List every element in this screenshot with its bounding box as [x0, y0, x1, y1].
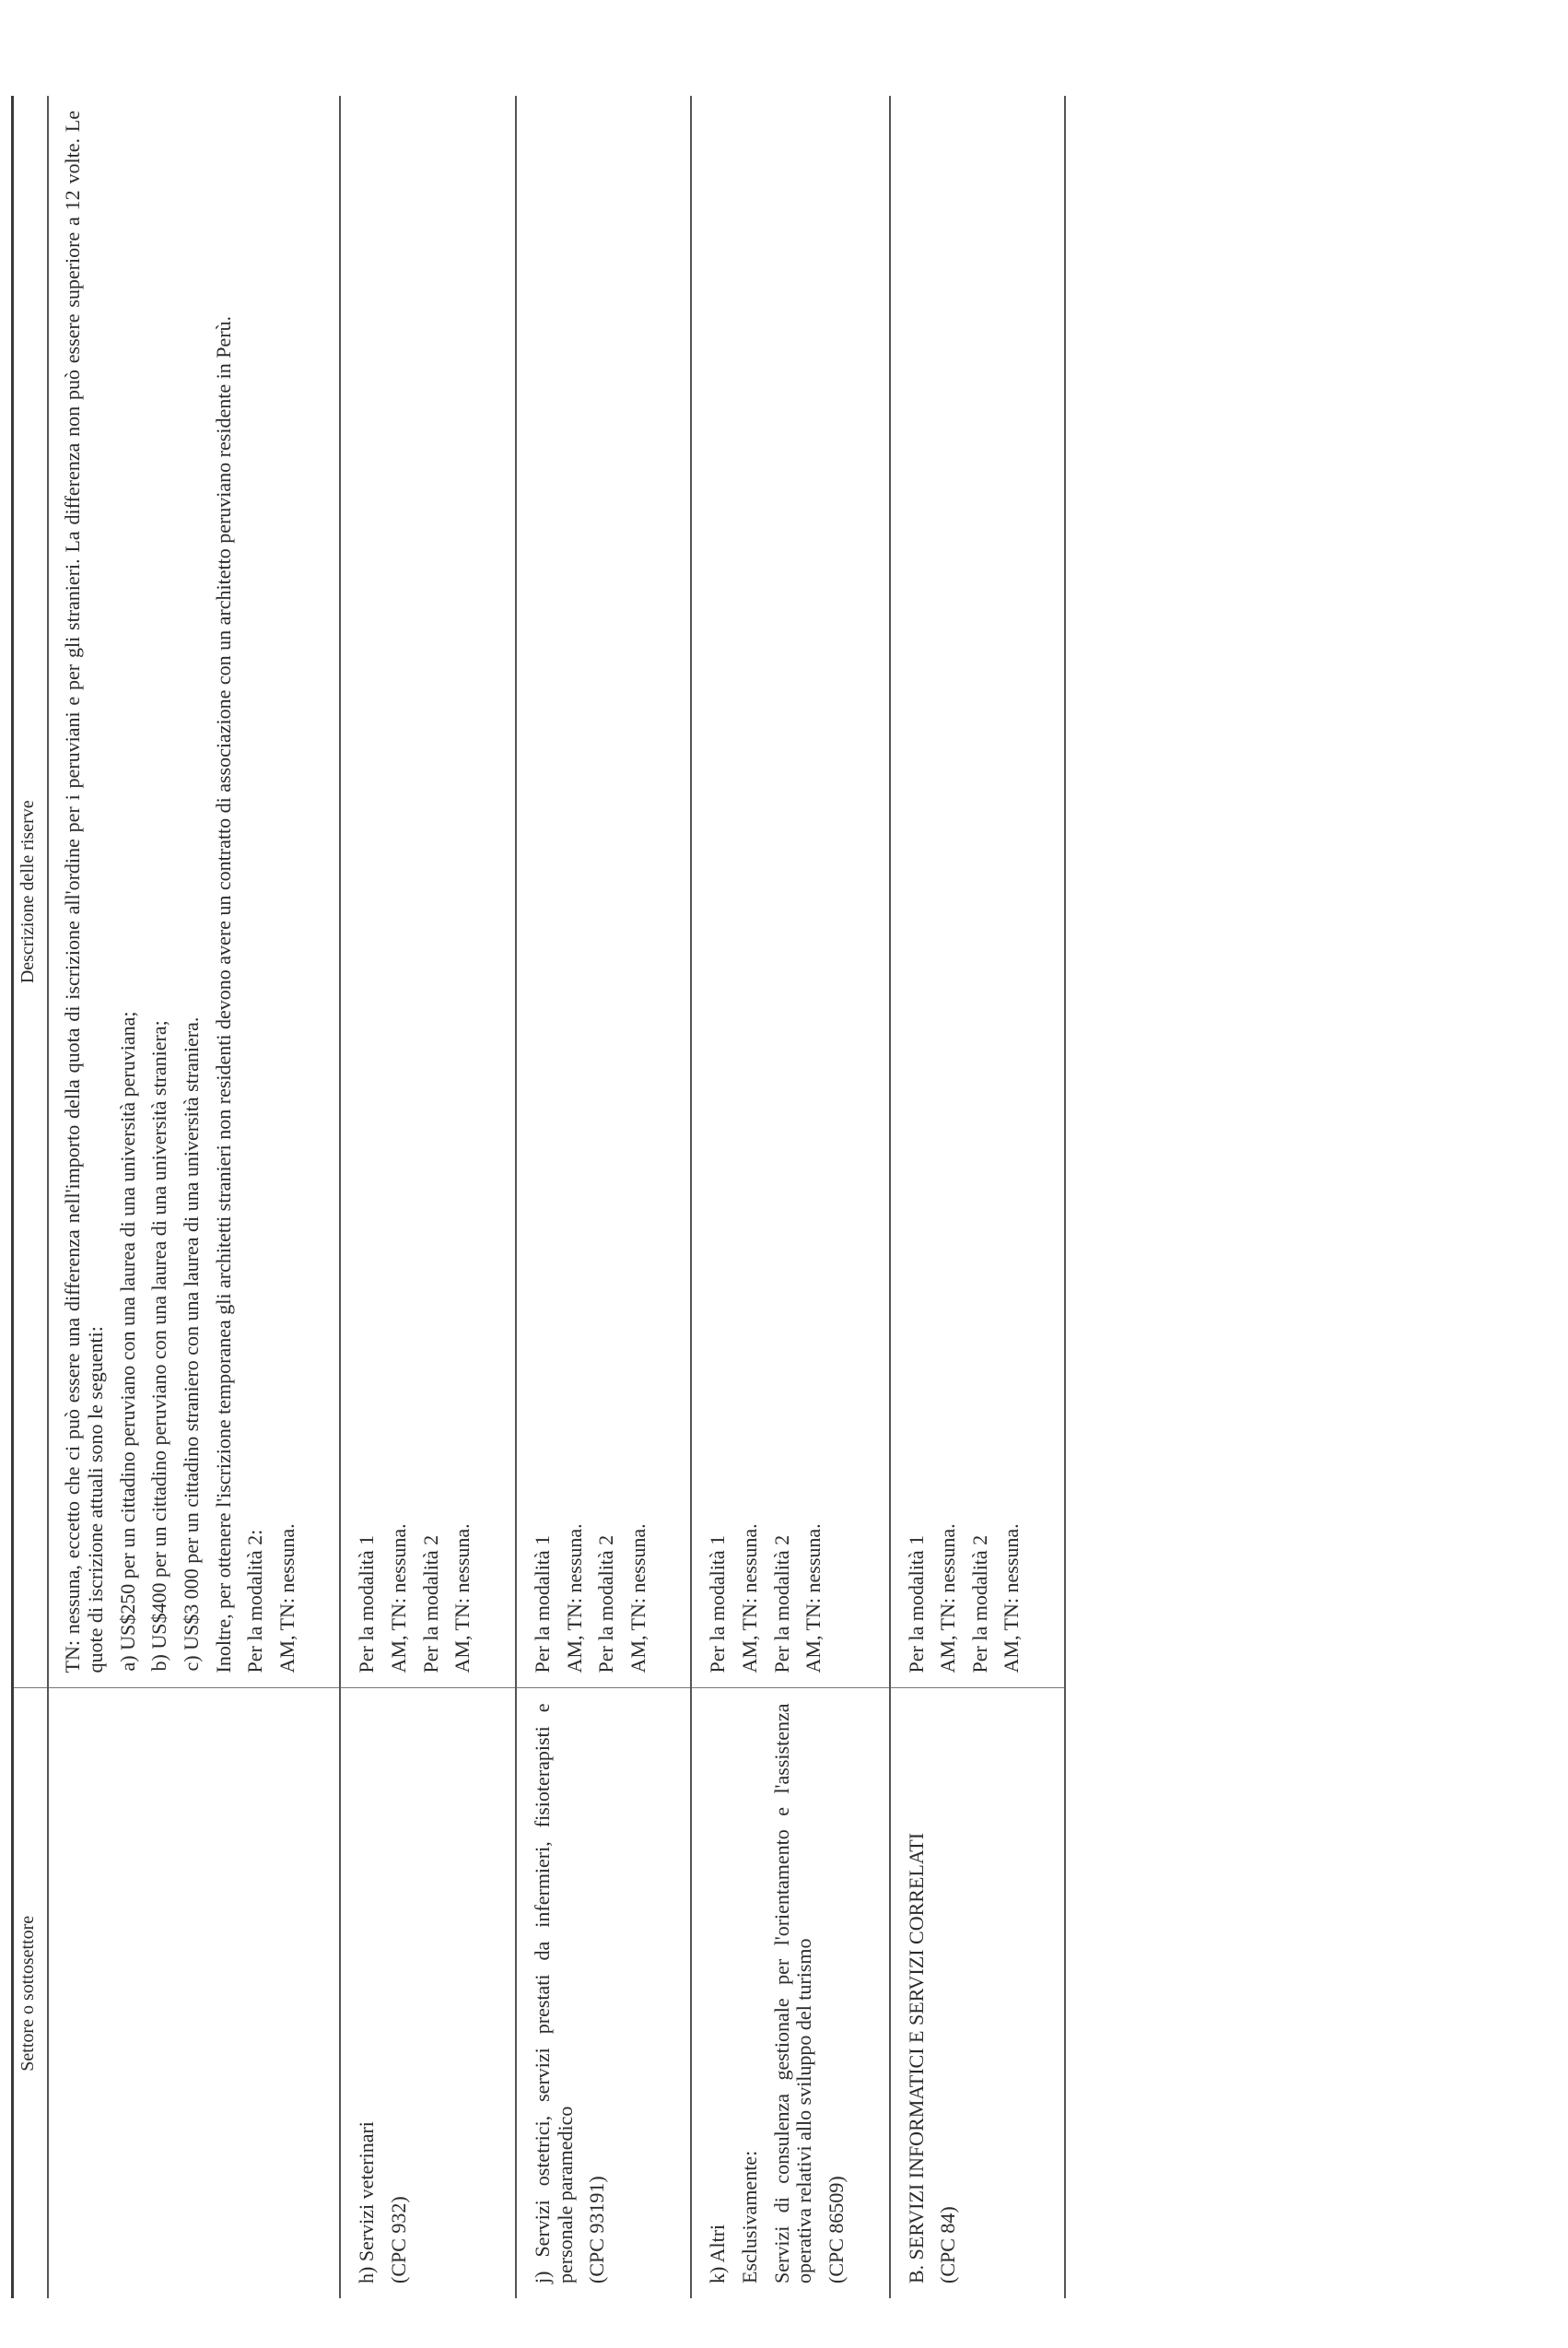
description-cell — [691, 96, 889, 1688]
description-line: AM, TN: nessuna. — [626, 1523, 649, 1673]
description-line: Per la modalità 1 — [530, 1534, 554, 1673]
description-line: Per la modalità 2 — [769, 1534, 793, 1673]
reservations-table — [11, 96, 1066, 2298]
header-row — [13, 96, 49, 2298]
table-row — [48, 96, 340, 2298]
sector-code: (CPC 86509) — [824, 2176, 848, 2283]
description-line: Per la modalità 2 — [594, 1534, 618, 1673]
description-cell — [890, 96, 1066, 1688]
description-line: a) US$250 per un cittadino peruviano con una laurea di una università peruviana; — [115, 1011, 139, 1672]
sector-code: (CPC 932) — [387, 2196, 411, 2283]
table-row — [890, 96, 1066, 2298]
description-line: AM, TN: nessuna. — [451, 1523, 474, 1673]
sector-cell — [340, 1688, 516, 2298]
description-line: AM, TN: nessuna. — [1000, 1523, 1024, 1673]
description-line: TN: nessuna, eccetto che ci può essere una differenza nell'importo della quota di iscrizione all'ordine per i peruviani e per gli stranieri. La differenza non può essere superiore a 12 volte. Le quote di iscrizione attuali sono le seguenti: — [61, 111, 108, 1673]
sector-code: (CPC 84) — [936, 2206, 960, 2283]
description-line: AM, TN: nessuna. — [936, 1523, 960, 1673]
sector-cell — [890, 1688, 1066, 2298]
description-line: Per la modalità 2: — [243, 1529, 267, 1673]
header-reservations: Descrizione delle riserve — [13, 96, 49, 1688]
sector-line: B. SERVIZI INFORMATICI E SERVIZI CORRELATI — [904, 1832, 928, 2283]
table-row — [516, 96, 692, 2298]
description-line: Per la modalità 1 — [904, 1534, 928, 1673]
sector-line: Servizi di consulenza gestionale per l'orientamento e l'assistenza operativa relativi allo sviluppo del turismo — [769, 1703, 816, 2283]
sector-cell — [48, 1688, 340, 2298]
sector-cell — [691, 1688, 889, 2298]
description-line: AM, TN: nessuna. — [802, 1523, 825, 1673]
description-line: Per la modalità 1 — [355, 1534, 379, 1673]
header-sector: Settore o sottosettore — [13, 1688, 49, 2298]
sector-line: k) Altri — [706, 2224, 730, 2283]
description-line: AM, TN: nessuna. — [738, 1523, 762, 1673]
sector-line: Esclusivamente: — [738, 2150, 762, 2283]
description-line: c) US$3 000 per un cittadino straniero con una laurea di una università straniera. — [179, 1016, 203, 1672]
description-cell — [48, 96, 340, 1688]
sector-line: j) Servizi ostetrici, servizi prestati da infermieri, fisioterapisti e personale paramedico — [530, 1703, 577, 2283]
description-cell — [516, 96, 692, 1688]
description-line: Per la modalità 1 — [706, 1534, 730, 1673]
description-line: AM, TN: nessuna. — [275, 1523, 298, 1673]
description-line: AM, TN: nessuna. — [562, 1523, 586, 1673]
table-row — [691, 96, 889, 2298]
sector-code: (CPC 93191) — [585, 2176, 609, 2283]
description-line: Per la modalità 2 — [418, 1534, 442, 1673]
description-line: AM, TN: nessuna. — [387, 1523, 411, 1673]
description-line: Inoltre, per ottenere l'iscrizione temporanea gli architetti stranieri non residenti devono avere un contratto di associazione con un architetto peruviano residente in Perù. — [211, 315, 235, 1673]
table-row — [340, 96, 516, 2298]
description-line: Per la modalità 2 — [967, 1534, 991, 1673]
sector-line: h) Servizi veterinari — [355, 2121, 379, 2283]
description-cell — [340, 96, 516, 1688]
sector-cell — [516, 1688, 692, 2298]
description-line: b) US$400 per un cittadino peruviano con una laurea di una università straniera; — [147, 1020, 171, 1672]
